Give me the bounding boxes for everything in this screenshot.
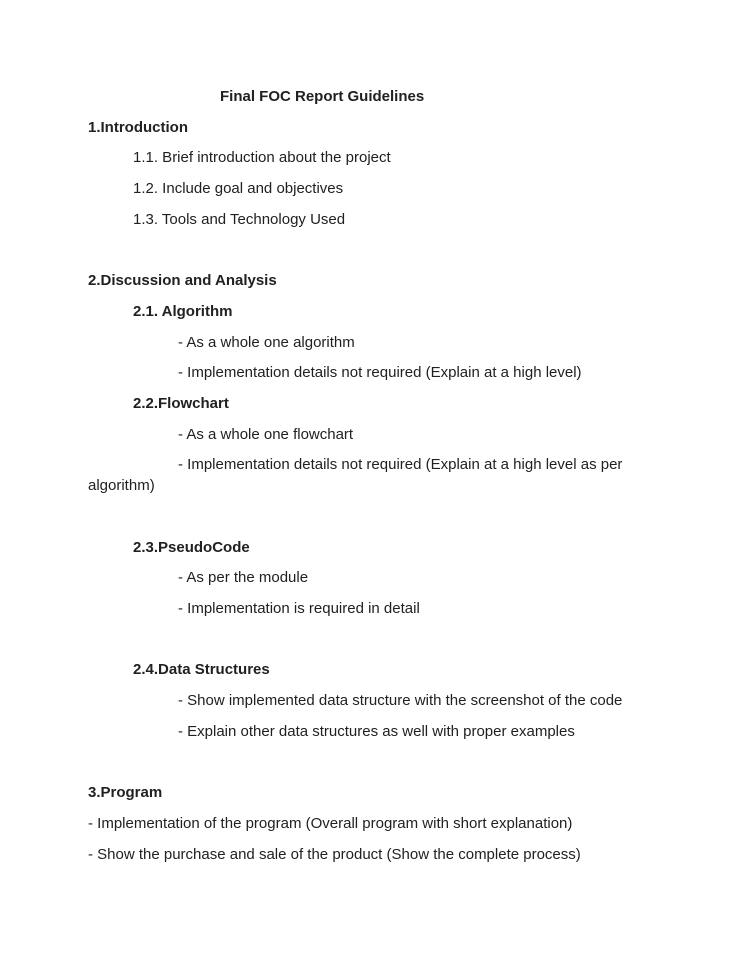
blank-line	[88, 241, 662, 262]
paragraph: - Implementation is required in detail	[178, 599, 420, 617]
section-heading: 2.3.PseudoCode	[133, 538, 250, 556]
section-heading: 1.Introduction	[88, 118, 188, 136]
document-title: Final FOC Report Guidelines	[220, 88, 425, 105]
paragraph: algorithm)	[88, 477, 155, 495]
paragraph: 1.2. Include goal and objectives	[133, 180, 344, 198]
blank-line	[88, 752, 662, 773]
paragraph: - As a whole one flowchart	[178, 425, 354, 443]
section-heading: 2.4.Data Structures	[133, 661, 270, 679]
section-heading: 2.1. Algorithm	[133, 302, 233, 320]
blank-line	[88, 630, 662, 651]
paragraph: 1.1. Brief introduction about the project	[133, 149, 391, 167]
section-heading: 2.2.Flowchart	[133, 395, 229, 413]
paragraph: - Implementation details not required (Explain at a high level)	[178, 364, 582, 382]
paragraph: - Implementation details not required (Explain at a high level as per	[178, 456, 623, 474]
section-heading: 3.Program	[88, 784, 163, 802]
paragraph: - Explain other data structures as well with proper examples	[178, 722, 575, 740]
paragraph: 1.3. Tools and Technology Used	[133, 210, 346, 228]
paragraph: - As a whole one algorithm	[178, 333, 355, 351]
paragraph: - As per the module	[178, 569, 309, 587]
blank-line	[88, 507, 662, 528]
paragraph: - Implementation of the program (Overall program with short explanation)	[88, 814, 573, 832]
paragraph: - Show the purchase and sale of the product (Show the complete process)	[88, 845, 581, 863]
section-heading: 2.Discussion and Analysis	[88, 272, 277, 290]
paragraph: - Show implemented data structure with the screenshot of the code	[178, 692, 623, 710]
